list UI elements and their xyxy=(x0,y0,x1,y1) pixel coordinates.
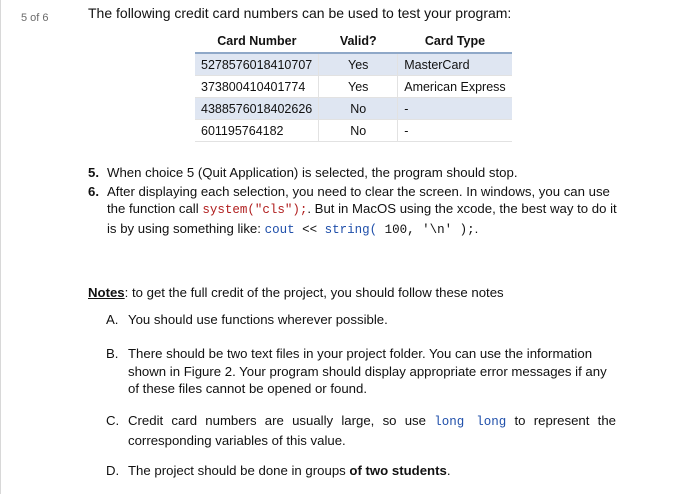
code-stream-op: << xyxy=(294,222,325,237)
note-letter: D. xyxy=(106,463,120,478)
note-c xyxy=(106,412,616,449)
card-number-cell: 4388576018402626 xyxy=(195,98,319,120)
note-bold: of two students xyxy=(349,463,447,478)
valid-cell: Yes xyxy=(319,76,398,98)
note-letter: B. xyxy=(106,346,119,361)
notes-label: Notes xyxy=(88,285,125,300)
card-type-cell: MasterCard xyxy=(398,53,513,76)
header-valid: Valid? xyxy=(319,30,398,53)
note-text-a: Credit card numbers are usually large, so use xyxy=(128,413,435,428)
code-cout: cout xyxy=(264,222,295,237)
note-text: There should be two text files in your project folder. You can use the information shown in Figure 2. Your program should display appropriate error messages if any of these files cannot be opened or found. xyxy=(128,346,607,396)
card-type-cell: American Express xyxy=(398,76,513,98)
valid-cell: No xyxy=(319,120,398,142)
card-type-cell: - xyxy=(398,98,513,120)
credit-card-table xyxy=(195,30,512,142)
step-text-b: . But in MacOS using the xcode, the best way to do it is by using something like: xyxy=(107,201,617,236)
code-system-cls: system("cls"); xyxy=(202,203,308,217)
note-a xyxy=(106,311,616,329)
header-card-type: Card Type xyxy=(398,30,513,53)
step-text: When choice 5 (Quit Application) is selected, the program should stop. xyxy=(107,165,518,180)
note-letter: A. xyxy=(106,312,119,327)
table-row xyxy=(195,120,512,142)
note-d xyxy=(106,462,616,480)
code-string-args: 100, '\n' ); xyxy=(377,222,475,237)
step-5 xyxy=(88,164,628,182)
code-long-long: long long xyxy=(434,415,507,429)
header-card-number: Card Number xyxy=(195,30,319,53)
valid-cell: No xyxy=(319,98,398,120)
valid-cell: Yes xyxy=(319,53,398,76)
step-text-a: After displaying each selection, you need to clear the screen. In windows, you can use the function call xyxy=(107,183,610,216)
step-number: 6. xyxy=(88,183,99,199)
note-text xyxy=(106,462,616,480)
note-text-b: . xyxy=(446,463,451,478)
notes-heading xyxy=(88,285,504,300)
table-row xyxy=(195,98,512,120)
note-text: You should use functions wherever possible. xyxy=(128,312,388,327)
table-row xyxy=(195,76,512,98)
note-letter: C. xyxy=(106,413,120,428)
page-indicator: 5 of 6 xyxy=(21,12,49,24)
card-number-cell: 373800410401774 xyxy=(195,76,319,98)
note-b xyxy=(106,345,616,398)
note-text xyxy=(106,412,616,449)
step-number: 5. xyxy=(88,165,99,180)
table-header-row xyxy=(195,30,512,53)
notes-intro: : to get the full credit of the project, you should follow these notes xyxy=(124,285,504,300)
code-string-call: string( xyxy=(324,222,378,237)
card-number-cell: 5278576018410707 xyxy=(195,53,319,76)
steps-list xyxy=(88,164,628,240)
note-text-b: to represent the corresponding variables of this value. xyxy=(128,413,616,448)
table-row xyxy=(195,53,512,76)
step-text-c: . xyxy=(474,220,479,236)
intro-text: The following credit card numbers can be used to test your program: xyxy=(88,5,512,21)
note-text-a: The project should be done in groups xyxy=(128,463,350,478)
card-type-cell: - xyxy=(398,120,513,142)
step-6 xyxy=(88,183,628,240)
card-number-cell: 601195764182 xyxy=(195,120,319,142)
